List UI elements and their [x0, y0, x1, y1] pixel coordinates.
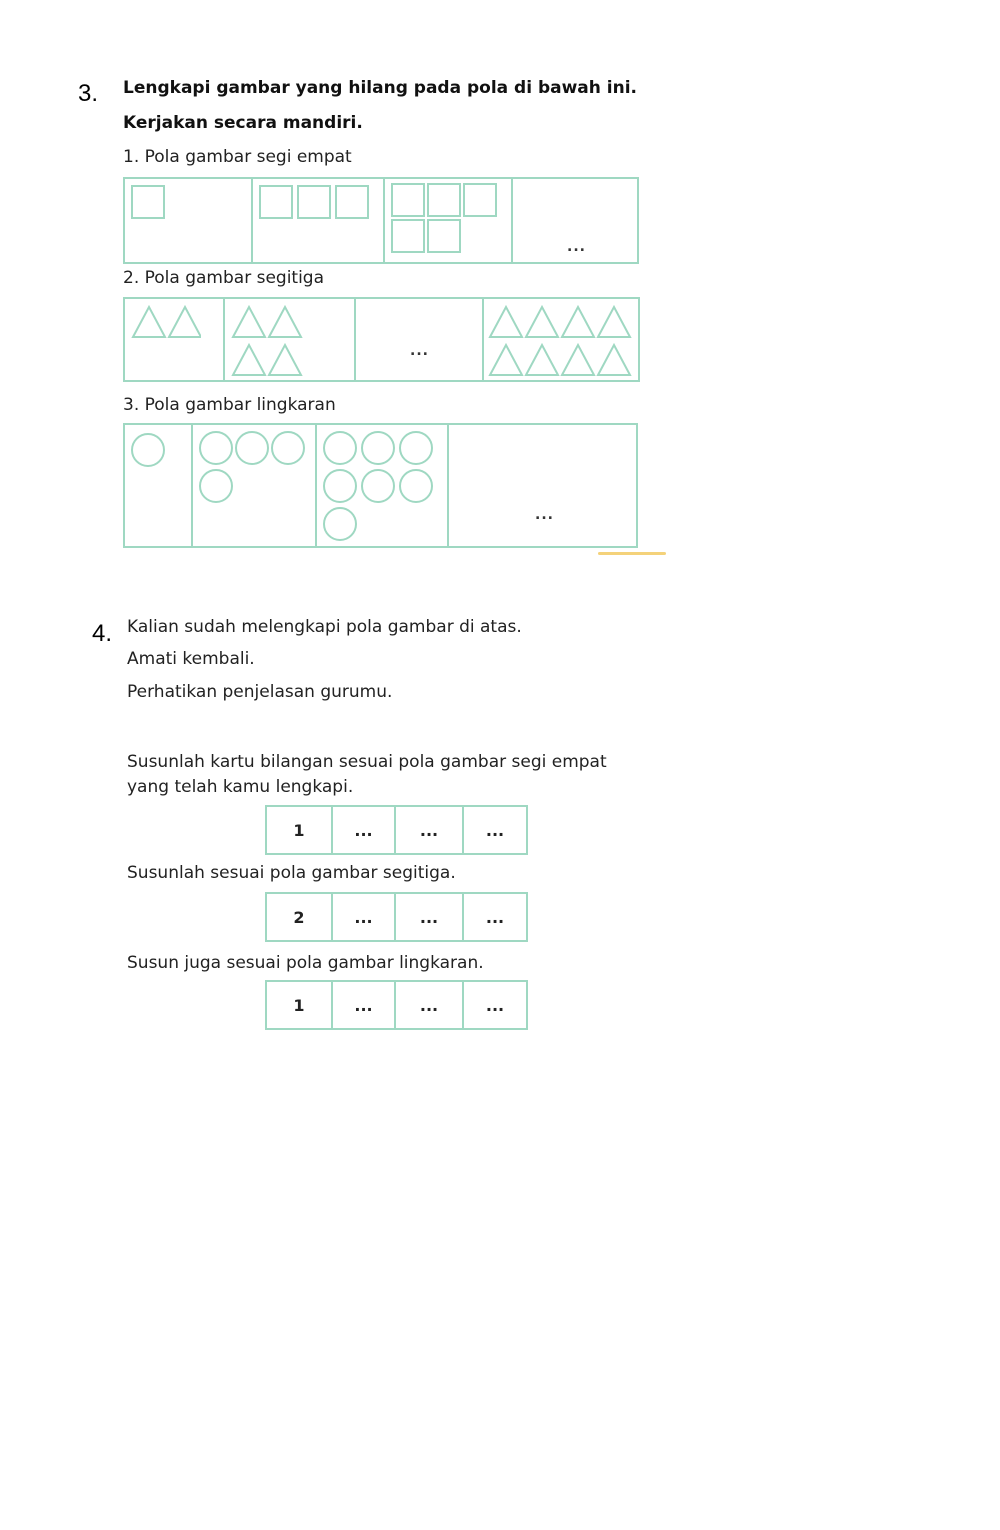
square-shape	[391, 183, 425, 217]
blank-placeholder: ...	[410, 343, 429, 359]
square-shape	[335, 185, 369, 219]
blank-placeholder: ...	[567, 239, 586, 255]
q4-line-3: Perhatikan penjelasan gurumu.	[127, 682, 393, 702]
number-card-blank[interactable]: ...	[396, 894, 464, 940]
square-pattern-table	[123, 177, 639, 264]
number-card-blank[interactable]: ...	[485, 907, 505, 927]
q3-instruction-2: Kerjakan secara mandiri.	[123, 113, 363, 133]
pattern2-label: 2. Pola gambar segitiga	[123, 268, 325, 288]
number-cards-squares	[265, 805, 528, 855]
circle-shape	[199, 469, 233, 503]
question-4-number: 4.	[92, 620, 113, 647]
number-card: 2	[267, 894, 333, 940]
number-card: 1	[267, 982, 333, 1028]
triangle-group	[231, 305, 303, 377]
triangle-cell-4	[484, 299, 638, 380]
q4-line-1: Kalian sudah melengkapi pola gambar di atas.	[127, 617, 522, 637]
number-card-blank[interactable]: ...	[396, 807, 464, 853]
circle-shape	[199, 431, 233, 465]
circle-shape	[399, 431, 433, 465]
number-card-blank[interactable]: ...	[333, 982, 396, 1028]
square-cell-2	[253, 179, 385, 262]
triangle-group	[488, 305, 634, 377]
square-shape	[131, 185, 165, 219]
q4-task-2: Susunlah sesuai pola gambar segitiga.	[127, 863, 456, 883]
pattern3-label: 3. Pola gambar lingkaran	[123, 395, 336, 415]
circle-cell-3	[317, 425, 449, 546]
blank-placeholder: ...	[535, 507, 554, 523]
circle-shape	[323, 469, 357, 503]
triangle-group	[131, 305, 201, 339]
square-shape	[259, 185, 293, 219]
question-3-number: 3.	[78, 80, 99, 107]
square-cell-blank[interactable]	[513, 179, 637, 262]
circle-shape	[361, 469, 395, 503]
square-cell-1	[125, 179, 253, 262]
circle-pattern-table	[123, 423, 638, 548]
q4-line-2: Amati kembali.	[127, 649, 255, 669]
q4-task-3: Susun juga sesuai pola gambar lingkaran.	[127, 953, 484, 973]
circle-cell-blank[interactable]	[449, 425, 636, 546]
number-card-blank[interactable]: ...	[333, 807, 396, 853]
triangle-cell-2	[225, 299, 356, 380]
number-card-blank[interactable]: ...	[333, 894, 396, 940]
number-cards-triangles	[265, 892, 528, 942]
triangle-cell-1	[125, 299, 225, 380]
circle-cell-2	[193, 425, 317, 546]
pattern1-label: 1. Pola gambar segi empat	[123, 147, 352, 167]
circle-shape	[361, 431, 395, 465]
circle-shape	[323, 431, 357, 465]
triangle-pattern-table	[123, 297, 640, 382]
square-shape	[427, 219, 461, 253]
circle-cell-1	[125, 425, 193, 546]
square-shape	[463, 183, 497, 217]
circle-shape	[271, 431, 305, 465]
number-card-blank[interactable]: ...	[396, 982, 464, 1028]
number-cards-circles	[265, 980, 528, 1030]
square-shape	[297, 185, 331, 219]
square-cell-3	[385, 179, 513, 262]
circle-shape	[399, 469, 433, 503]
q3-instruction-1: Lengkapi gambar yang hilang pada pola di bawah ini.	[123, 78, 638, 98]
circle-shape	[235, 431, 269, 465]
number-card: 1	[267, 807, 333, 853]
triangle-cell-blank[interactable]	[356, 299, 484, 380]
circle-shape	[323, 507, 357, 541]
number-card-blank[interactable]: ...	[485, 995, 505, 1015]
square-shape	[391, 219, 425, 253]
decorative-line	[598, 552, 666, 555]
square-shape	[427, 183, 461, 217]
circle-shape	[131, 433, 165, 467]
number-card-blank[interactable]: ...	[485, 820, 505, 840]
q4-task-1: Susunlah kartu bilangan sesuai pola gambar segi empat yang telah kamu lengkapi.	[127, 752, 607, 797]
